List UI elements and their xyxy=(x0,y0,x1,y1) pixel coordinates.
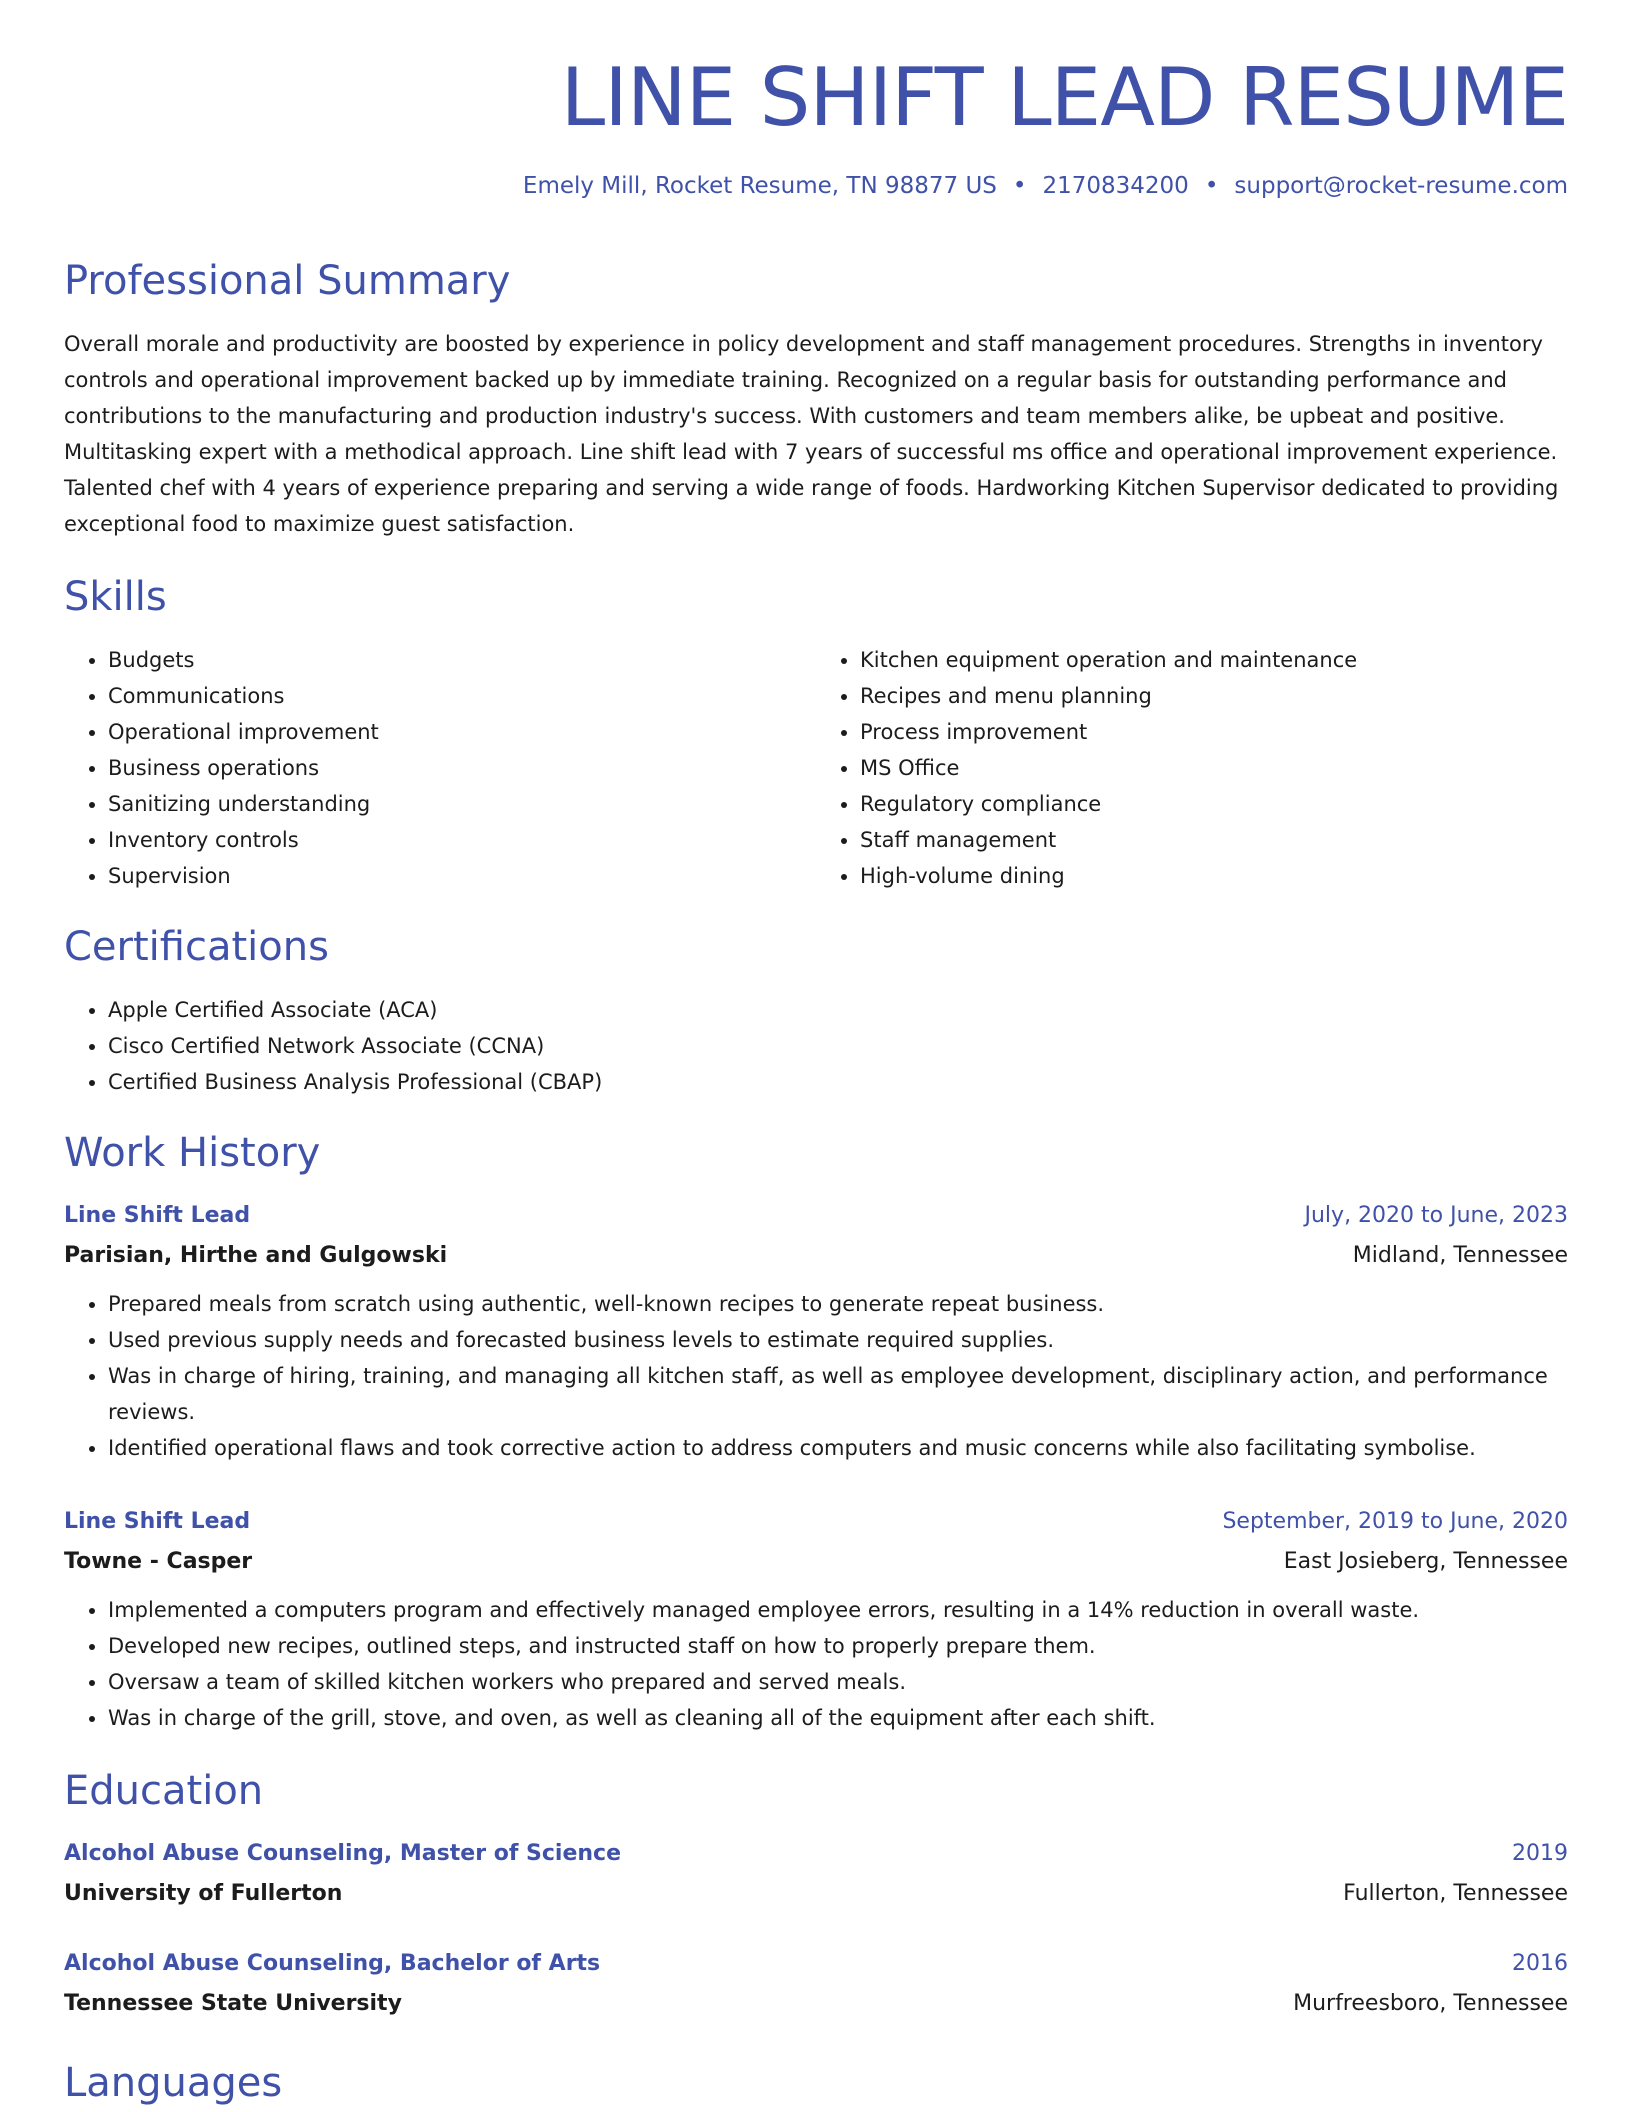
education-entry xyxy=(64,1834,1568,1914)
skill-item: • Recipes and menu planning xyxy=(860,678,1568,714)
job-bullet: • Used previous supply needs and forecasted business levels to estimate required supplies. xyxy=(108,1322,1568,1358)
job-bullet: • Developed new recipes, outlined steps, and instructed staff on how to properly prepare them. xyxy=(108,1628,1568,1664)
resume-title: LINE SHIFT LEAD RESUME xyxy=(560,51,1568,144)
skill-item: • MS Office xyxy=(860,750,1568,786)
certifications-list xyxy=(64,992,1568,1100)
skill-item: • Sanitizing understanding xyxy=(108,786,816,822)
skill-item: • Staff management xyxy=(860,822,1568,858)
education-degree: Alcohol Abuse Counseling, Bachelor of Arts xyxy=(64,1950,601,1976)
education-school: University of Fullerton xyxy=(64,1880,343,1906)
education-entry xyxy=(64,1944,1568,2024)
job-bullet: • Identified operational flaws and took corrective action to address computers and music concerns while also facilitating symbolise. xyxy=(108,1430,1568,1466)
skills-heading: Skills xyxy=(64,573,167,620)
skill-item: • Regulatory compliance xyxy=(860,786,1568,822)
education-subheader xyxy=(64,1984,1568,2024)
education-degree: Alcohol Abuse Counseling, Master of Science xyxy=(64,1840,622,1866)
job-entry xyxy=(64,1196,1568,1466)
job-bullet: • Prepared meals from scratch using authentic, well-known recipes to generate repeat business. xyxy=(108,1286,1568,1322)
skill-item: • Inventory controls xyxy=(108,822,816,858)
contact-email[interactable]: support@rocket-resume.com xyxy=(1234,173,1568,199)
certifications-heading: Certifications xyxy=(64,923,329,970)
contact-separator: • xyxy=(1204,173,1219,199)
skill-item: • Operational improvement xyxy=(108,714,816,750)
skill-item: • Business operations xyxy=(108,750,816,786)
job-entry xyxy=(64,1502,1568,1736)
job-bullets xyxy=(64,1286,1568,1466)
job-dates: September, 2019 to June, 2020 xyxy=(1222,1508,1568,1534)
summary-heading: Professional Summary xyxy=(64,257,511,304)
job-company: Towne - Casper xyxy=(64,1548,253,1574)
job-role: Line Shift Lead xyxy=(64,1202,251,1228)
job-subheader xyxy=(64,1542,1568,1582)
summary-text: Overall morale and productivity are boosted by experience in policy development and staff management procedures. Strengths in inventory controls and operational improvement backed up by immediate training. Recognized on a regular basis for outstanding performance and contributions to the manufacturing and production industry's success. With customers and team members alike, be upbeat and positive. Multitasking expert with a methodical approach. Line shift lead with 7 years of successful ms office and operational improvement experience. Talented chef with 4 years of experience preparing and serving a wide range of foods. Hardworking Kitchen Supervisor dedicated to providing exceptional food to maximize guest satisfaction. xyxy=(64,331,1559,536)
education-year: 2016 xyxy=(1512,1950,1568,1976)
skill-item: • Budgets xyxy=(108,642,816,678)
skills-column-left xyxy=(64,642,816,894)
job-location: Midland, Tennessee xyxy=(1352,1242,1568,1268)
work-history-heading: Work History xyxy=(64,1129,321,1176)
job-bullet: • Implemented a computers program and effectively managed employee errors, resulting in a 14% reduction in overall waste. xyxy=(108,1592,1568,1628)
education-location: Murfreesboro, Tennessee xyxy=(1293,1990,1568,2016)
skill-item: • Process improvement xyxy=(860,714,1568,750)
job-bullet: • Oversaw a team of skilled kitchen workers who prepared and served meals. xyxy=(108,1664,1568,1700)
job-location: East Josieberg, Tennessee xyxy=(1283,1548,1568,1574)
job-subheader xyxy=(64,1236,1568,1276)
education-header xyxy=(64,1944,1568,1984)
job-header xyxy=(64,1502,1568,1542)
job-bullet: • Was in charge of hiring, training, and managing all kitchen staff, as well as employee development, disciplinary action, and performance reviews. xyxy=(108,1358,1568,1430)
education-heading: Education xyxy=(64,1767,264,1814)
skill-item: • High-volume dining xyxy=(860,858,1568,894)
education-subheader xyxy=(64,1874,1568,1914)
contact-separator: • xyxy=(1012,173,1027,199)
resume-page xyxy=(64,0,1568,2108)
job-bullet: • Was in charge of the grill, stove, and oven, as well as cleaning all of the equipment after each shift. xyxy=(108,1700,1568,1736)
education-year: 2019 xyxy=(1512,1840,1568,1866)
languages-heading: Languages xyxy=(64,2059,283,2106)
skills-column-right xyxy=(816,642,1568,894)
job-role: Line Shift Lead xyxy=(64,1508,251,1534)
skill-item: • Communications xyxy=(108,678,816,714)
job-bullets xyxy=(64,1592,1568,1736)
skills-list xyxy=(64,642,1568,894)
education-header xyxy=(64,1834,1568,1874)
certification-item: • Apple Certified Associate (ACA) xyxy=(108,992,1568,1028)
job-company: Parisian, Hirthe and Gulgowski xyxy=(64,1242,448,1268)
certification-item: • Certified Business Analysis Professional (CBAP) xyxy=(108,1064,1568,1100)
certification-item: • Cisco Certified Network Associate (CCNA) xyxy=(108,1028,1568,1064)
job-dates: July, 2020 to June, 2023 xyxy=(1304,1202,1568,1228)
education-location: Fullerton, Tennessee xyxy=(1343,1880,1568,1906)
skill-item: • Supervision xyxy=(108,858,816,894)
skill-item: • Kitchen equipment operation and maintenance xyxy=(860,642,1568,678)
education-school: Tennessee State University xyxy=(64,1990,402,2016)
contact-line xyxy=(64,172,1568,202)
job-header xyxy=(64,1196,1568,1236)
contact-address: Emely Mill, Rocket Resume, TN 98877 US xyxy=(522,173,997,199)
contact-phone: 2170834200 xyxy=(1042,173,1189,199)
